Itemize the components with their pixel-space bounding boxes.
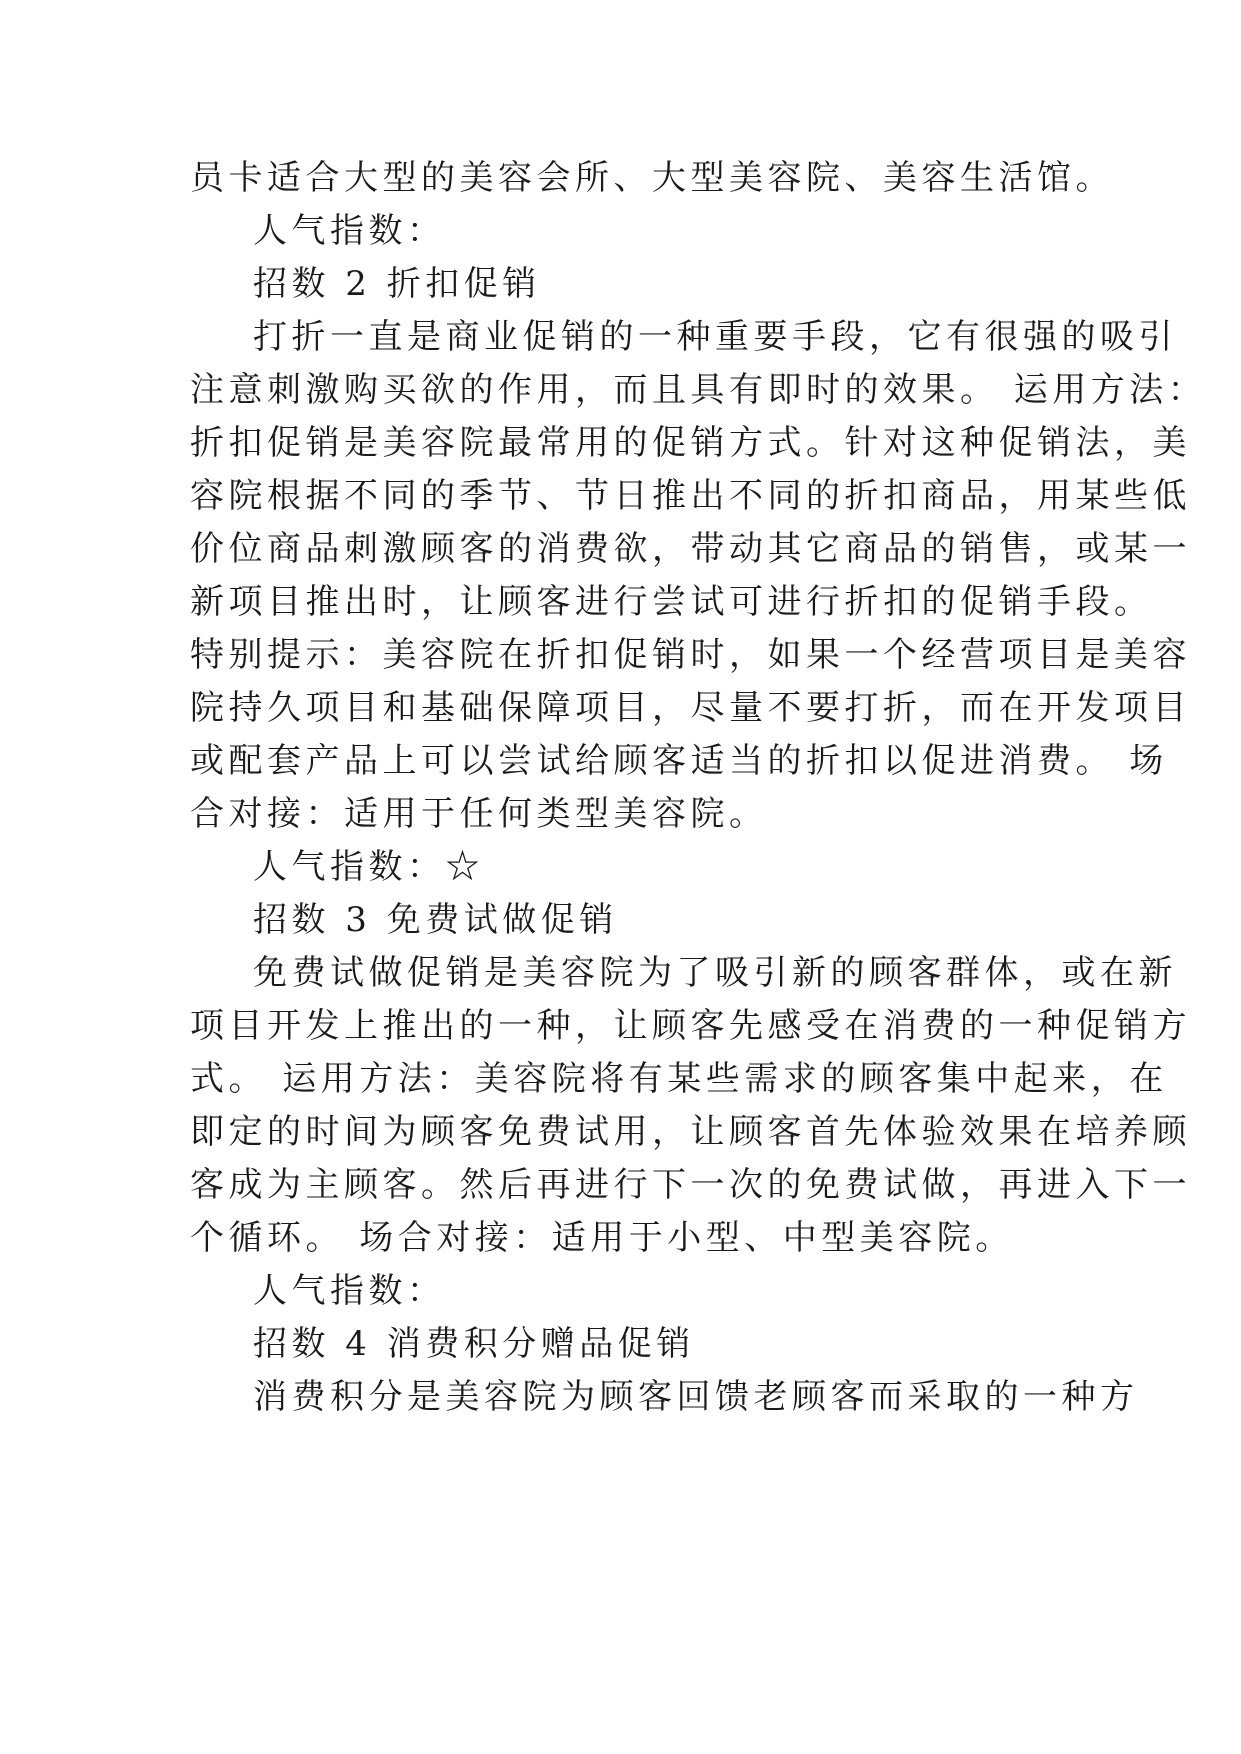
paragraph-line: 消费积分是美容院为顾客回馈老顾客而采取的一种方 — [253, 1377, 1139, 1417]
popularity-label: 人气指数： — [253, 1271, 446, 1311]
paragraph-line: 项目开发上推出的一种，让顾客先感受在消费的一种促销方 — [190, 1006, 1191, 1046]
paragraph-line: 特别提示：美容院在折扣促销时，如果一个经营项目是美容 — [190, 635, 1191, 675]
popularity-label: 人气指数： — [253, 211, 446, 251]
paragraph-line: 或配套产品上可以尝试给顾客适当的折扣以促进消费。 场 — [190, 741, 1168, 781]
popularity-label: 人气指数：☆ — [253, 847, 484, 887]
paragraph-line: 合对接：适用于任何类型美容院。 — [190, 794, 768, 834]
paragraph-line: 折扣促销是美容院最常用的促销方式。针对这种促销法，美 — [190, 423, 1191, 463]
section-heading: 招数 4 消费积分赠品促销 — [253, 1324, 695, 1364]
paragraph-line: 打折一直是商业促销的一种重要手段，它有很强的吸引 — [253, 317, 1177, 357]
paragraph-line: 即定的时间为顾客免费试用，让顾客首先体验效果在培养顾 — [190, 1112, 1191, 1152]
paragraph-line: 免费试做促销是美容院为了吸引新的顾客群体，或在新 — [253, 953, 1177, 993]
paragraph-line: 客成为主顾客。然后再进行下一次的免费试做，再进入下一 — [190, 1165, 1191, 1205]
paragraph-line: 新项目推出时，让顾客进行尝试可进行折扣的促销手段。 — [190, 582, 1153, 622]
section-heading: 招数 3 免费试做促销 — [253, 900, 618, 940]
paragraph-line: 容院根据不同的季节、节日推出不同的折扣商品，用某些低 — [190, 476, 1191, 516]
paragraph-line: 个循环。 场合对接：适用于小型、中型美容院。 — [190, 1218, 1014, 1258]
section-heading: 招数 2 折扣促销 — [253, 264, 541, 304]
paragraph-line: 员卡适合大型的美容会所、大型美容院、美容生活馆。 — [190, 158, 1114, 198]
paragraph-line: 注意刺激购买欲的作用，而且具有即时的效果。 运用方法： — [190, 370, 1207, 410]
paragraph-line: 院持久项目和基础保障项目，尽量不要打折，而在开发项目 — [190, 688, 1191, 728]
paragraph-line: 价位商品刺激顾客的消费欲，带动其它商品的销售，或某一 — [190, 529, 1191, 569]
paragraph-line: 式。 运用方法：美容院将有某些需求的顾客集中起来，在 — [190, 1059, 1168, 1099]
